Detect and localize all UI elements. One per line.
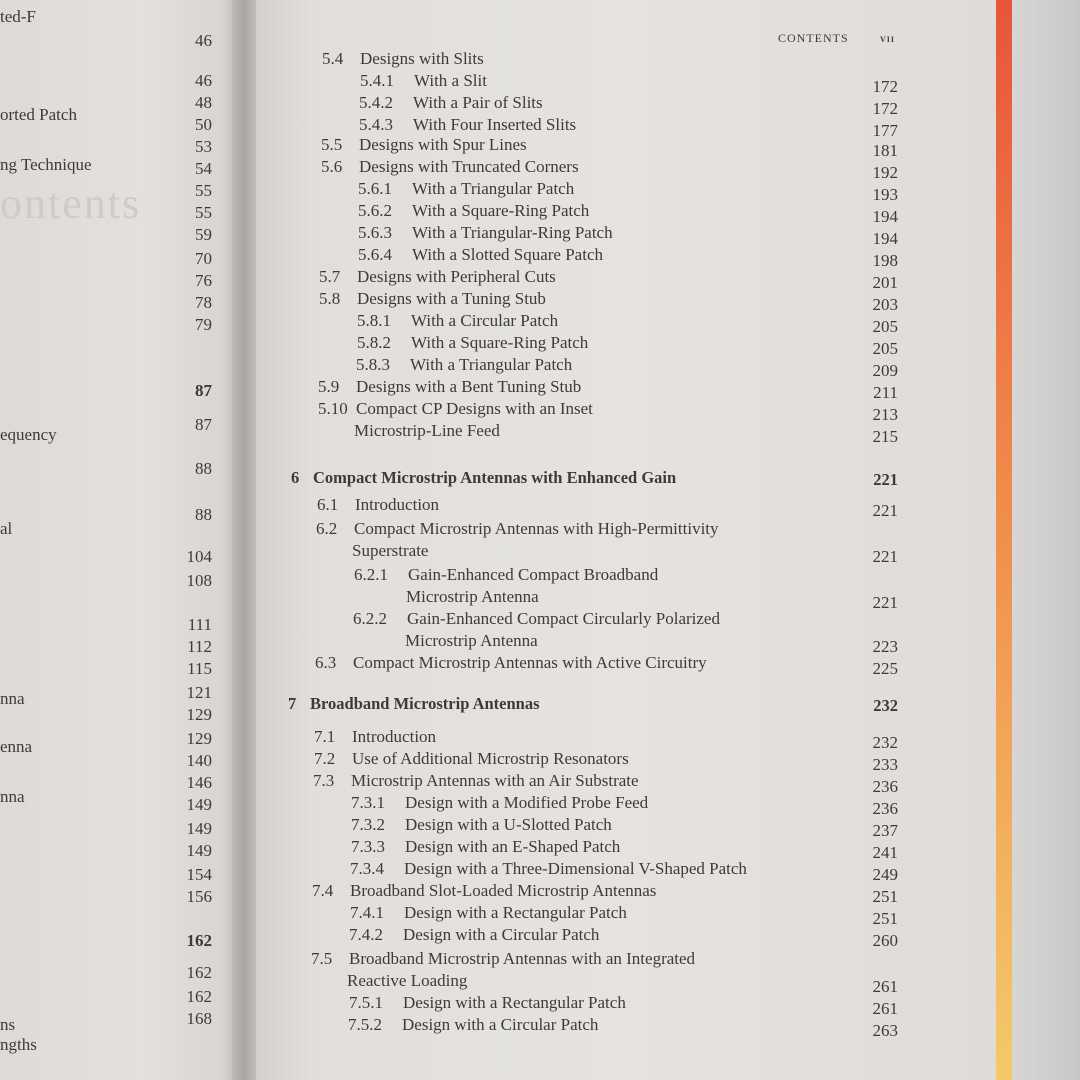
left-page-number: 46 <box>195 71 212 90</box>
toc-page-number: 221 <box>872 501 898 520</box>
folio: vii <box>880 31 896 45</box>
toc-page-number: 181 <box>872 141 898 160</box>
left-page-number: 55 <box>195 181 212 200</box>
toc-entry-number: 5.6 <box>321 157 343 176</box>
left-page-text-fragment: ns <box>0 1015 16 1034</box>
toc-entry-number: 6.2.1 <box>354 565 388 584</box>
left-page-number: 121 <box>186 683 212 702</box>
toc-chapter-title: Compact Microstrip Antennas with Enhanced Gain <box>313 468 677 487</box>
ghost-show-through: ontents <box>0 179 142 228</box>
left-page-number: 149 <box>186 795 212 814</box>
toc-entry-number: 5.8 <box>319 289 341 308</box>
left-page-number: 162 <box>186 987 212 1006</box>
left-page-number: 162 <box>186 931 212 950</box>
toc-entry-number: 6.2 <box>316 519 338 538</box>
left-page-number: 87 <box>195 381 212 400</box>
toc-entry-number: 7.4.1 <box>350 903 384 922</box>
toc-page-number: 177 <box>872 121 898 140</box>
left-page-number: 156 <box>186 887 212 906</box>
toc-page-number: 194 <box>872 207 898 226</box>
running-header: CONTENTS <box>778 31 849 45</box>
left-page-number: 46 <box>195 31 212 50</box>
left-page-number: 112 <box>187 637 212 656</box>
left-page-number: 79 <box>195 315 212 334</box>
toc-entry-title: With a Slit <box>414 71 487 90</box>
toc-entry-title: Broadband Microstrip Antennas with an Integrated <box>349 949 696 968</box>
toc-entry-number: 7 <box>288 694 297 713</box>
toc-page-number: 205 <box>872 339 898 358</box>
toc-entry-title: Designs with Slits <box>360 49 484 68</box>
toc-entry-number: 5.6.4 <box>358 245 392 264</box>
toc-page-number: 263 <box>872 1021 898 1040</box>
toc-page-number: 261 <box>872 977 898 996</box>
toc-entry-title: Microstrip Antenna <box>406 587 539 606</box>
toc-entry-title: With a Square-Ring Patch <box>411 333 589 352</box>
toc-page-number: 198 <box>872 251 898 270</box>
toc-entry-title: Designs with Truncated Corners <box>359 157 579 176</box>
toc-entry-title: Introduction <box>352 727 437 746</box>
toc-page-number: 213 <box>872 405 898 424</box>
toc-entry-title: Compact CP Designs with an Inset <box>356 399 593 418</box>
toc-entry-title: Compact Microstrip Antennas with High-Permittivity <box>354 519 719 538</box>
toc-entry-number: 7.5 <box>311 949 333 968</box>
toc-entry-number: 5.4 <box>322 49 344 68</box>
toc-entry-number: 6.1 <box>317 495 339 514</box>
toc-entry-title: With a Slotted Square Patch <box>412 245 604 264</box>
toc-page-number: 260 <box>872 931 898 950</box>
left-page-text-fragment: nna <box>0 787 25 806</box>
toc-page-number: 237 <box>872 821 898 840</box>
book-page-edge <box>996 0 1012 1080</box>
left-page-number: 87 <box>195 415 212 434</box>
toc-page-number: 194 <box>872 229 898 248</box>
left-page-number: 108 <box>186 571 212 590</box>
left-page-number: 48 <box>195 93 212 112</box>
left-page-number: 146 <box>186 773 212 792</box>
toc-entry-title: Superstrate <box>352 541 429 560</box>
toc-entry-title: Microstrip Antenna <box>405 631 538 650</box>
toc-entry-number: 7.1 <box>314 727 336 746</box>
left-page-text-fragment: equency <box>0 425 57 444</box>
toc-page-number: 209 <box>872 361 898 380</box>
toc-entry-number: 6.2.2 <box>353 609 387 628</box>
toc-page-number: 232 <box>873 696 898 715</box>
toc-page-number: 221 <box>872 547 898 566</box>
toc-entry-number: 7.3.1 <box>351 793 385 812</box>
toc-entry-number: 5.6.1 <box>358 179 392 198</box>
left-page-number: 76 <box>195 271 212 290</box>
left-page-number: 115 <box>187 659 212 678</box>
left-page-number: 78 <box>195 293 212 312</box>
toc-entry-number: 7.3 <box>313 771 335 790</box>
toc-entry-number: 5.4.3 <box>359 115 393 134</box>
left-page-number: 55 <box>195 203 212 222</box>
toc-page-number: 236 <box>872 799 898 818</box>
toc-entry-title: With a Circular Patch <box>411 311 559 330</box>
toc-entry-title: Designs with a Bent Tuning Stub <box>356 377 582 396</box>
toc-entry-number: 7.5.1 <box>349 993 383 1012</box>
left-page-number: 129 <box>186 729 212 748</box>
toc-entry-title: With a Triangular-Ring Patch <box>412 223 613 242</box>
toc-entry-title: With Four Inserted Slits <box>413 115 577 134</box>
toc-entry-number: 5.8.1 <box>357 311 391 330</box>
toc-entry-title: With a Square-Ring Patch <box>412 201 590 220</box>
left-page <box>0 0 240 1080</box>
left-page-number: 70 <box>195 249 212 268</box>
left-page-number: 154 <box>186 865 212 884</box>
toc-entry-title: Microstrip Antennas with an Air Substrate <box>351 771 639 790</box>
left-page-number: 88 <box>195 459 212 478</box>
left-page-number: 53 <box>195 137 212 156</box>
book-cover-edge <box>1012 0 1080 1080</box>
toc-entry-number: 5.4.2 <box>359 93 393 112</box>
toc-entry-number: 7.2 <box>314 749 336 768</box>
left-page-text-fragment: al <box>0 519 13 538</box>
left-page-number: 162 <box>186 963 212 982</box>
toc-entry-title: Designs with Spur Lines <box>359 135 527 154</box>
toc-page-number: 261 <box>872 999 898 1018</box>
toc-entry-title: With a Pair of Slits <box>413 93 543 112</box>
toc-page-number: 211 <box>873 383 898 402</box>
toc-entry-number: 7.3.3 <box>351 837 385 856</box>
toc-page-number: 225 <box>872 659 898 678</box>
toc-page-number: 241 <box>872 843 898 862</box>
toc-entry-number: 5.4.1 <box>360 71 394 90</box>
toc-entry-title: Design with a Three-Dimensional V-Shaped Patch <box>404 859 747 878</box>
toc-entry-title: With a Triangular Patch <box>412 179 575 198</box>
toc-page-number: 249 <box>872 865 898 884</box>
left-page-number: 168 <box>186 1009 212 1028</box>
toc-entry-title: Designs with Peripheral Cuts <box>357 267 556 286</box>
toc-entry-title: Designs with a Tuning Stub <box>357 289 546 308</box>
toc-entry-title: Design with a U-Slotted Patch <box>405 815 612 834</box>
toc-entry-title: Use of Additional Microstrip Resonators <box>352 749 629 768</box>
toc-entry-title: Broadband Slot-Loaded Microstrip Antennas <box>350 881 657 900</box>
toc-entry-title: Gain-Enhanced Compact Circularly Polarized <box>407 609 720 628</box>
toc-entry-number: 5.6.2 <box>358 201 392 220</box>
toc-entry-number: 6.3 <box>315 653 337 672</box>
left-page-number: 104 <box>186 547 212 566</box>
toc-entry-number: 7.3.2 <box>351 815 385 834</box>
toc-entry-title: Reactive Loading <box>347 971 468 990</box>
toc-entry-title: Design with a Circular Patch <box>402 1015 599 1034</box>
toc-entry-number: 7.3.4 <box>350 859 384 878</box>
toc-page-number: 251 <box>872 887 898 906</box>
left-page-text-fragment: ng Technique <box>0 155 92 174</box>
left-page-number: 50 <box>195 115 212 134</box>
toc-entry-number: 5.7 <box>319 267 341 286</box>
left-page-text-fragment: ted-F <box>0 7 36 26</box>
toc-entry-title: Gain-Enhanced Compact Broadband <box>408 565 659 584</box>
toc-entry-number: 5.9 <box>318 377 340 396</box>
left-page-number: 111 <box>187 615 212 634</box>
toc-entry-number: 5.8.3 <box>356 355 390 374</box>
toc-page-number: 203 <box>872 295 898 314</box>
toc-entry-title: Microstrip-Line Feed <box>354 421 500 440</box>
toc-entry-number: 7.4 <box>312 881 334 900</box>
toc-entry-title: With a Triangular Patch <box>410 355 573 374</box>
toc-entry-title: Design with a Circular Patch <box>403 925 600 944</box>
toc-page-number: 236 <box>872 777 898 796</box>
toc-entry-number: 7.5.2 <box>348 1015 382 1034</box>
toc-entry-number: 5.10 <box>318 399 348 418</box>
toc-entry-title: Introduction <box>355 495 440 514</box>
left-page-text-fragment: orted Patch <box>0 105 77 124</box>
left-page-number: 149 <box>186 841 212 860</box>
toc-chapter-title: Broadband Microstrip Antennas <box>310 694 540 713</box>
toc-entry-number: 7.4.2 <box>349 925 383 944</box>
toc-entry-title: Design with a Rectangular Patch <box>404 903 627 922</box>
left-page-number: 129 <box>186 705 212 724</box>
left-page-number: 88 <box>195 505 212 524</box>
left-page-text-fragment: enna <box>0 737 33 756</box>
toc-page-number: 221 <box>873 470 898 489</box>
toc-entry-number: 5.6.3 <box>358 223 392 242</box>
toc-entry-title: Design with a Modified Probe Feed <box>405 793 649 812</box>
toc-page-number: 193 <box>872 185 898 204</box>
toc-entry-title: Design with a Rectangular Patch <box>403 993 626 1012</box>
left-page-number: 54 <box>195 159 212 178</box>
toc-page-number: 172 <box>872 99 898 118</box>
toc-page-number: 201 <box>872 273 898 292</box>
toc-page-number: 221 <box>872 593 898 612</box>
left-page-number: 140 <box>186 751 212 770</box>
toc-entry-number: 5.8.2 <box>357 333 391 352</box>
left-page-number: 59 <box>195 225 212 244</box>
left-page-number: 149 <box>186 819 212 838</box>
toc-page-number: 233 <box>872 755 898 774</box>
toc-page-number: 205 <box>872 317 898 336</box>
left-page-text-fragment: ngths <box>0 1035 37 1054</box>
toc-page-number: 223 <box>872 637 898 656</box>
left-page-text-fragment: nna <box>0 689 25 708</box>
toc-page-number: 172 <box>872 77 898 96</box>
toc-page-number: 232 <box>872 733 898 752</box>
toc-page-number: 215 <box>872 427 898 446</box>
toc-entry-title: Design with an E-Shaped Patch <box>405 837 621 856</box>
toc-page-number: 251 <box>872 909 898 928</box>
toc-entry-title: Compact Microstrip Antennas with Active Circuitry <box>353 653 707 672</box>
toc-entry-number: 5.5 <box>321 135 343 154</box>
toc-entry-number: 6 <box>291 468 300 487</box>
toc-page-number: 192 <box>872 163 898 182</box>
